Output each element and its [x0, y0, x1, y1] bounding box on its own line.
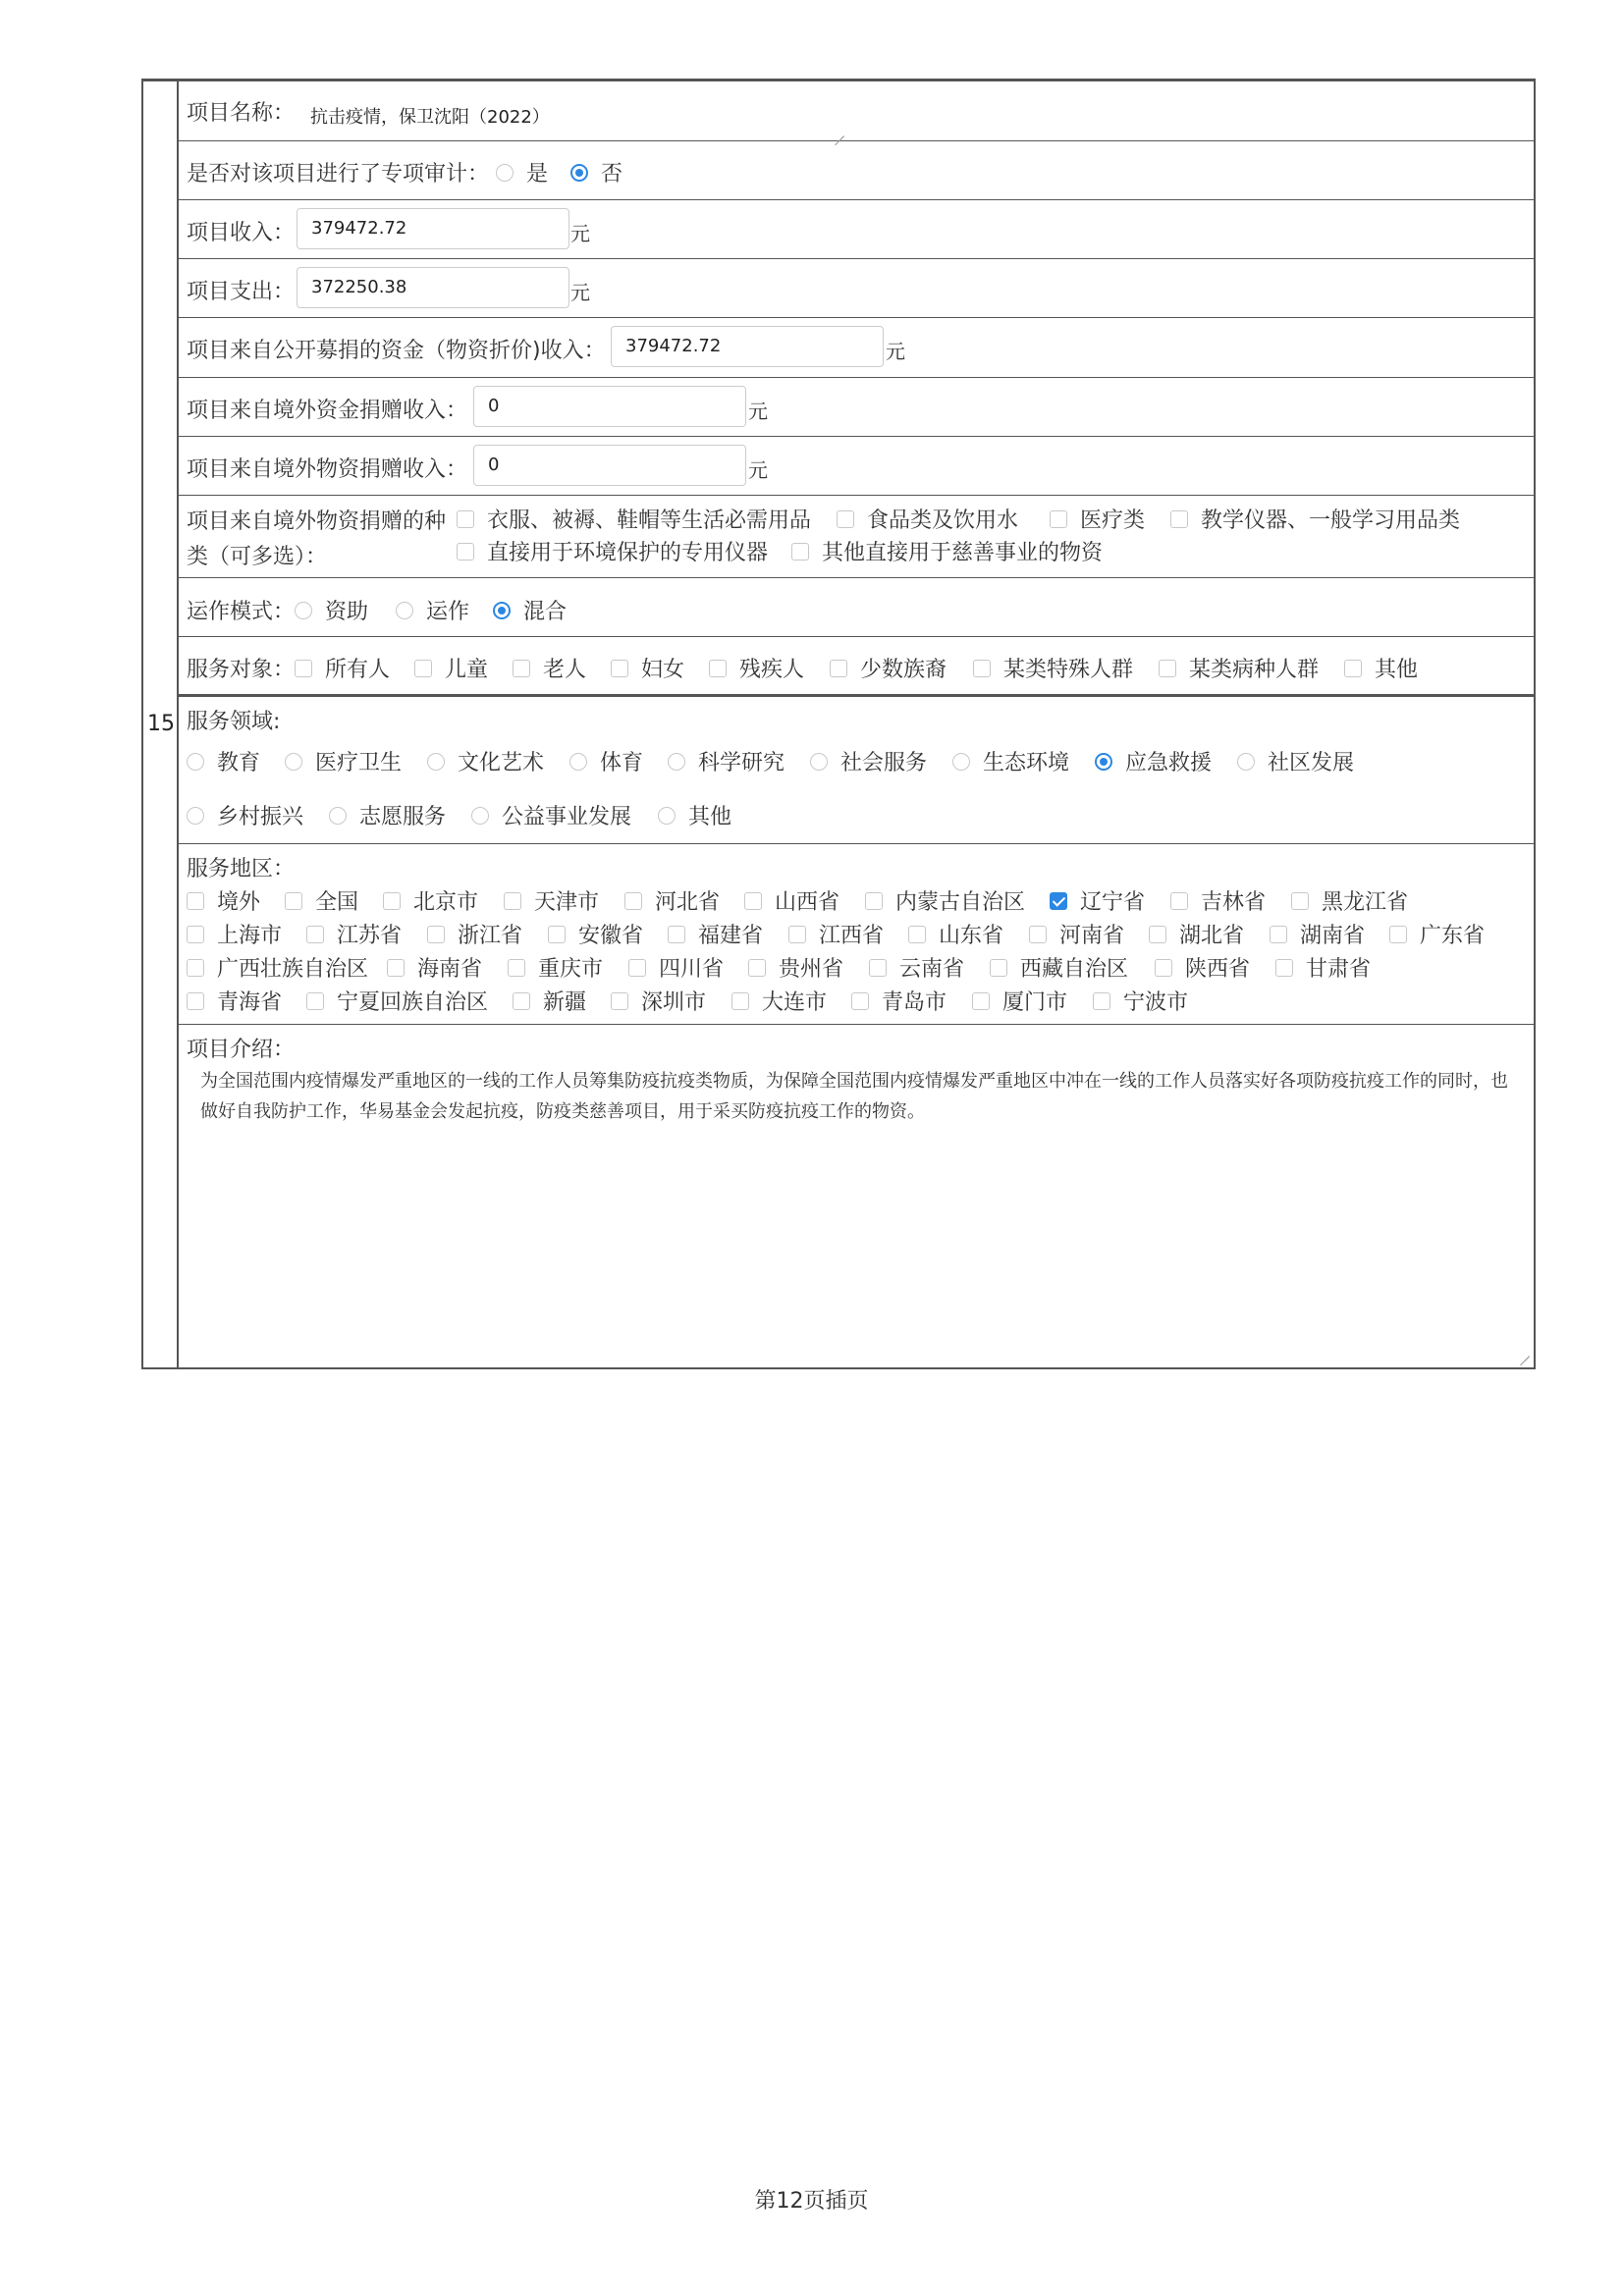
- checkbox-icon: [972, 992, 990, 1010]
- overseas-goods-label: 项目来自境外物资捐赠收入：: [187, 457, 468, 482]
- service-target-label: 某类特殊人群: [1003, 658, 1134, 682]
- project-name-row: [179, 81, 1534, 141]
- service-region-option[interactable]: [611, 986, 706, 1016]
- service-region-label: 河南省: [1059, 924, 1125, 948]
- row-number-column: [143, 81, 179, 1367]
- goods-type-label: 其他直接用于慈善事业的物资: [822, 541, 1104, 565]
- service-region-label: 青海省: [217, 990, 283, 1015]
- radio-selected-icon: [493, 602, 511, 619]
- service-region-label: 河北省: [655, 890, 721, 915]
- checkbox-icon: [187, 992, 204, 1010]
- overseas-funds-label: 项目来自境外资金捐赠收入：: [187, 399, 468, 423]
- service-field-option[interactable]: [285, 746, 402, 776]
- radio-icon: [187, 753, 204, 771]
- goods-type-label: 衣服、被褥、鞋帽等生活必需用品: [487, 508, 812, 533]
- checkbox-icon: [295, 660, 312, 677]
- checkbox-icon: [791, 543, 809, 561]
- radio-icon: [329, 807, 347, 825]
- operation-mode-label: 运作模式：: [187, 600, 296, 624]
- service-target-option[interactable]: [414, 653, 488, 683]
- service-field-option[interactable]: [658, 800, 731, 830]
- service-region-label: 黑龙江省: [1322, 890, 1409, 915]
- service-region-option[interactable]: [1275, 952, 1371, 983]
- checkbox-icon: [628, 959, 646, 977]
- service-field-label: 应急救援: [1125, 751, 1213, 775]
- checkbox-icon: [1291, 892, 1309, 910]
- service-region-option[interactable]: [548, 919, 643, 949]
- service-region-label: 内蒙古自治区: [895, 890, 1026, 915]
- checkbox-icon: [837, 510, 854, 528]
- service-region-option[interactable]: [187, 885, 260, 916]
- service-field-label: 体育: [600, 751, 644, 775]
- checkbox-icon: [611, 992, 628, 1010]
- operation-mode-option-operate[interactable]: [396, 595, 469, 625]
- expense-label: 项目支出：: [187, 280, 296, 304]
- service-region-option[interactable]: [1170, 885, 1266, 916]
- service-field-label: 教育: [217, 751, 261, 775]
- service-region-option[interactable]: [972, 986, 1067, 1016]
- service-region-label: 青岛市: [882, 990, 947, 1015]
- income-label: 项目收入：: [187, 221, 296, 245]
- checkbox-icon: [513, 660, 530, 677]
- service-region-option[interactable]: [1050, 885, 1145, 916]
- service-region-option[interactable]: [748, 952, 843, 983]
- public-fundraising-unit: 元: [886, 340, 905, 363]
- goods-type-option[interactable]: [791, 536, 1103, 566]
- service-region-label: 上海市: [217, 924, 283, 948]
- service-field-option[interactable]: [569, 746, 643, 776]
- checkbox-icon: [869, 959, 887, 977]
- service-region-option[interactable]: [788, 919, 884, 949]
- service-region-option[interactable]: [668, 919, 763, 949]
- overseas-goods-row: [179, 437, 1534, 496]
- checkbox-icon: [548, 926, 566, 943]
- service-region-label: 浙江省: [458, 924, 523, 948]
- service-target-label: 妇女: [641, 658, 685, 682]
- public-fundraising-input[interactable]: 379472.72: [611, 326, 884, 367]
- service-region-label: 海南省: [417, 957, 483, 982]
- checkbox-icon: [830, 660, 847, 677]
- income-unit: 元: [570, 222, 590, 245]
- service-region-option[interactable]: [1291, 885, 1408, 916]
- checkbox-icon: [1149, 926, 1166, 943]
- project-name-label: 项目名称：: [187, 101, 296, 126]
- form-rows: [179, 81, 1534, 1361]
- service-region-label: 广东省: [1420, 924, 1486, 948]
- audit-label: 是否对该项目进行了专项审计：: [187, 162, 490, 187]
- service-region-option[interactable]: [624, 885, 720, 916]
- service-region-option[interactable]: [1149, 919, 1244, 949]
- goods-type-label: 医疗类: [1080, 508, 1146, 533]
- service-target-label: 儿童: [445, 658, 489, 682]
- operation-mode-option-label: 混合: [523, 600, 568, 624]
- service-region-option[interactable]: [306, 986, 488, 1016]
- overseas-goods-unit: 元: [748, 458, 768, 482]
- service-region-option[interactable]: [628, 952, 724, 983]
- checkbox-icon: [187, 959, 204, 977]
- service-region-option[interactable]: [851, 986, 947, 1016]
- audit-option-yes[interactable]: [496, 157, 548, 187]
- radio-icon: [569, 753, 587, 771]
- service-field-label: 其他: [688, 805, 732, 829]
- checkbox-icon: [513, 992, 530, 1010]
- checkbox-icon: [1029, 926, 1047, 943]
- service-field-label: 生态环境: [983, 751, 1070, 775]
- service-region-label: 新疆: [543, 990, 587, 1015]
- checkbox-icon: [427, 926, 445, 943]
- checkbox-icon: [1275, 959, 1293, 977]
- checkbox-icon: [504, 892, 521, 910]
- goods-types-label-line2: 类（可多选）：: [187, 545, 328, 569]
- service-target-option[interactable]: [513, 653, 586, 683]
- service-target-option[interactable]: [973, 653, 1133, 683]
- goods-types-row: [179, 496, 1534, 578]
- service-field-option[interactable]: [668, 746, 784, 776]
- checkbox-icon: [748, 959, 766, 977]
- service-region-label: 江西省: [819, 924, 885, 948]
- checkbox-icon: [611, 660, 628, 677]
- service-region-option[interactable]: [865, 885, 1025, 916]
- service-targets-row: [179, 637, 1534, 697]
- service-region-option[interactable]: [1093, 986, 1188, 1016]
- checkbox-icon: [414, 660, 432, 677]
- audit-row: [179, 141, 1534, 200]
- radio-icon: [285, 753, 302, 771]
- service-region-option[interactable]: [306, 919, 402, 949]
- checkbox-icon: [1050, 510, 1067, 528]
- overseas-funds-row: [179, 378, 1534, 437]
- service-field-option[interactable]: [1237, 746, 1354, 776]
- service-target-label: 某类病种人群: [1189, 658, 1320, 682]
- goods-type-option[interactable]: [457, 536, 768, 566]
- expense-row: [179, 259, 1534, 318]
- service-region-label: 陕西省: [1185, 957, 1251, 982]
- service-region-label: 宁夏回族自治区: [337, 990, 489, 1015]
- service-field-label: 文化艺术: [458, 751, 545, 775]
- audit-option-no-label: 否: [601, 162, 623, 187]
- introduction-label: 项目介绍：: [187, 1038, 296, 1062]
- service-region-option[interactable]: [387, 952, 482, 983]
- service-region-label: 四川省: [659, 957, 725, 982]
- service-field-option[interactable]: [810, 746, 927, 776]
- operation-mode-option-label: 运作: [426, 600, 470, 624]
- service-field-option[interactable]: [329, 800, 446, 830]
- checkbox-icon: [187, 892, 204, 910]
- checkbox-icon: [624, 892, 642, 910]
- operation-mode-row: [179, 578, 1534, 637]
- checkbox-icon: [1270, 926, 1287, 943]
- radio-icon: [427, 753, 445, 771]
- radio-icon: [471, 807, 489, 825]
- service-regions-row: [179, 844, 1534, 1025]
- overseas-goods-input[interactable]: 0: [473, 445, 746, 486]
- checkbox-icon: [457, 510, 474, 528]
- service-target-option[interactable]: [830, 653, 947, 683]
- service-target-option[interactable]: [1344, 653, 1418, 683]
- service-region-option[interactable]: [513, 986, 586, 1016]
- checkbox-icon: [508, 959, 525, 977]
- checkbox-icon: [865, 892, 883, 910]
- project-form-table: [141, 79, 1536, 1369]
- service-region-option[interactable]: [1155, 952, 1250, 983]
- checkbox-icon: [731, 992, 749, 1010]
- service-region-label: 湖北省: [1179, 924, 1245, 948]
- service-fields-row: [179, 697, 1534, 844]
- service-target-label: 所有人: [325, 658, 391, 682]
- operation-mode-option-fund[interactable]: [295, 595, 368, 625]
- checkbox-icon: [709, 660, 727, 677]
- service-field-label: 社区发展: [1268, 751, 1355, 775]
- service-regions-label: 服务地区：: [187, 857, 296, 881]
- checkbox-icon: [1344, 660, 1362, 677]
- goods-type-option[interactable]: [837, 504, 1018, 534]
- project-name-value[interactable]: 抗击疫情，保卫沈阳（2022）: [310, 107, 550, 128]
- goods-type-label: 教学仪器、一般学习用品类: [1201, 508, 1461, 533]
- radio-icon: [1237, 753, 1255, 771]
- checkbox-icon: [1159, 660, 1176, 677]
- service-target-label: 少数族裔: [860, 658, 947, 682]
- service-region-label: 深圳市: [641, 990, 707, 1015]
- service-region-label: 云南省: [899, 957, 965, 982]
- public-fundraising-label: 项目来自公开募捐的资金（物资折价)收入：: [187, 339, 606, 363]
- service-region-option[interactable]: [744, 885, 839, 916]
- service-field-label: 科学研究: [698, 751, 785, 775]
- page-footer: 第12页插页: [754, 2189, 869, 2214]
- resize-grip-icon[interactable]: [833, 125, 844, 136]
- service-region-label: 江苏省: [337, 924, 403, 948]
- radio-icon: [496, 164, 514, 182]
- service-region-option[interactable]: [869, 952, 964, 983]
- checkbox-icon: [285, 892, 302, 910]
- service-region-label: 辽宁省: [1080, 890, 1146, 915]
- service-region-label: 大连市: [762, 990, 828, 1015]
- service-region-label: 山西省: [775, 890, 840, 915]
- service-region-label: 厦门市: [1002, 990, 1068, 1015]
- service-region-option[interactable]: [990, 952, 1128, 983]
- audit-option-no[interactable]: [570, 157, 622, 187]
- service-region-option[interactable]: [187, 919, 282, 949]
- checkbox-icon: [1389, 926, 1407, 943]
- service-target-option[interactable]: [295, 653, 390, 683]
- checkbox-checked-icon: [1050, 892, 1067, 910]
- service-field-option[interactable]: [187, 800, 303, 830]
- service-region-label: 西藏自治区: [1020, 957, 1129, 982]
- service-region-label: 天津市: [534, 890, 600, 915]
- service-region-option[interactable]: [1029, 919, 1124, 949]
- service-field-option[interactable]: [187, 746, 260, 776]
- checkbox-icon: [306, 926, 324, 943]
- public-fundraising-row: [179, 318, 1534, 378]
- checkbox-icon: [383, 892, 401, 910]
- service-target-option[interactable]: [1159, 653, 1319, 683]
- checkbox-icon: [387, 959, 405, 977]
- radio-icon: [810, 753, 828, 771]
- checkbox-icon: [668, 926, 685, 943]
- service-region-option[interactable]: [285, 885, 358, 916]
- service-region-label: 境外: [217, 890, 261, 915]
- audit-option-yes-label: 是: [526, 162, 549, 187]
- radio-icon: [396, 602, 413, 619]
- checkbox-icon: [1155, 959, 1172, 977]
- radio-selected-icon: [1095, 753, 1112, 771]
- service-region-label: 福建省: [698, 924, 764, 948]
- expense-unit: 元: [570, 281, 590, 304]
- service-field-option[interactable]: [427, 746, 544, 776]
- income-row: [179, 200, 1534, 259]
- checkbox-icon: [973, 660, 991, 677]
- service-region-label: 全国: [315, 890, 359, 915]
- service-region-label: 安徽省: [578, 924, 644, 948]
- service-field-option[interactable]: [471, 800, 631, 830]
- income-input[interactable]: 379472.72: [297, 208, 569, 249]
- checkbox-icon: [306, 992, 324, 1010]
- service-region-option[interactable]: [383, 885, 478, 916]
- service-region-option[interactable]: [187, 952, 368, 983]
- service-region-option[interactable]: [504, 885, 599, 916]
- expense-input[interactable]: 372250.38: [297, 267, 569, 308]
- service-region-label: 北京市: [413, 890, 479, 915]
- service-target-label: 残疾人: [739, 658, 805, 682]
- introduction-text[interactable]: 为全国范围内疫情爆发严重地区的一线的工作人员筹集防疫抗疫类物质，为保障全国范围内疫情爆发严重地区中冲在一线的工作人员落实好各项防疫抗疫工作的同时，也做好自我防护工作，华易基金会发起抗疫，防疫类慈善项目，用于采买防疫抗疫工作的物资。: [200, 1071, 1508, 1122]
- service-region-label: 重庆市: [538, 957, 604, 982]
- resize-grip-icon[interactable]: [1518, 1345, 1530, 1357]
- service-targets-label: 服务对象：: [187, 658, 296, 682]
- radio-icon: [658, 807, 676, 825]
- service-target-label: 其他: [1375, 658, 1419, 682]
- service-region-label: 山东省: [939, 924, 1004, 948]
- service-field-label: 公益事业发展: [502, 805, 632, 829]
- service-region-option[interactable]: [1389, 919, 1485, 949]
- service-field-option-selected[interactable]: [1095, 746, 1212, 776]
- goods-type-option[interactable]: [457, 504, 811, 534]
- row-number: 15: [147, 712, 175, 736]
- service-region-label: 广西壮族自治区: [217, 957, 369, 982]
- service-field-option[interactable]: [952, 746, 1069, 776]
- service-region-label: 贵州省: [779, 957, 844, 982]
- service-target-option[interactable]: [709, 653, 804, 683]
- checkbox-icon: [851, 992, 869, 1010]
- service-region-option[interactable]: [731, 986, 827, 1016]
- operation-mode-option-mixed[interactable]: [493, 595, 567, 625]
- service-field-label: 社会服务: [840, 751, 928, 775]
- service-region-label: 吉林省: [1201, 890, 1267, 915]
- service-fields-label: 服务领域:: [187, 710, 281, 734]
- checkbox-icon: [788, 926, 806, 943]
- service-region-option[interactable]: [187, 986, 282, 1016]
- goods-type-option[interactable]: [1050, 504, 1145, 534]
- goods-type-label: 直接用于环境保护的专用仪器: [487, 541, 769, 565]
- goods-types-label-line1: 项目来自境外物资捐赠的种: [187, 509, 447, 534]
- service-region-label: 宁波市: [1123, 990, 1189, 1015]
- radio-selected-icon: [570, 164, 588, 182]
- service-region-option[interactable]: [508, 952, 603, 983]
- checkbox-icon: [187, 926, 204, 943]
- checkbox-icon: [990, 959, 1007, 977]
- service-region-option[interactable]: [1270, 919, 1365, 949]
- goods-type-option[interactable]: [1170, 504, 1460, 534]
- radio-icon: [187, 807, 204, 825]
- overseas-funds-input[interactable]: 0: [473, 386, 746, 427]
- radio-icon: [952, 753, 970, 771]
- introduction-row: [179, 1025, 1534, 1361]
- radio-icon: [295, 602, 312, 619]
- service-target-option[interactable]: [611, 653, 684, 683]
- service-target-label: 老人: [543, 658, 587, 682]
- goods-type-label: 食品类及饮用水: [867, 508, 1019, 533]
- checkbox-icon: [1170, 510, 1188, 528]
- service-region-option[interactable]: [908, 919, 1003, 949]
- checkbox-icon: [908, 926, 926, 943]
- service-region-option[interactable]: [427, 919, 522, 949]
- service-region-label: 湖南省: [1300, 924, 1366, 948]
- checkbox-icon: [744, 892, 762, 910]
- checkbox-icon: [1093, 992, 1110, 1010]
- checkbox-icon: [457, 543, 474, 561]
- checkbox-icon: [1170, 892, 1188, 910]
- service-field-label: 乡村振兴: [217, 805, 304, 829]
- service-region-label: 甘肃省: [1306, 957, 1372, 982]
- service-field-label: 医疗卫生: [315, 751, 403, 775]
- overseas-funds-unit: 元: [748, 400, 768, 423]
- service-field-label: 志愿服务: [359, 805, 447, 829]
- operation-mode-option-label: 资助: [325, 600, 369, 624]
- radio-icon: [668, 753, 685, 771]
